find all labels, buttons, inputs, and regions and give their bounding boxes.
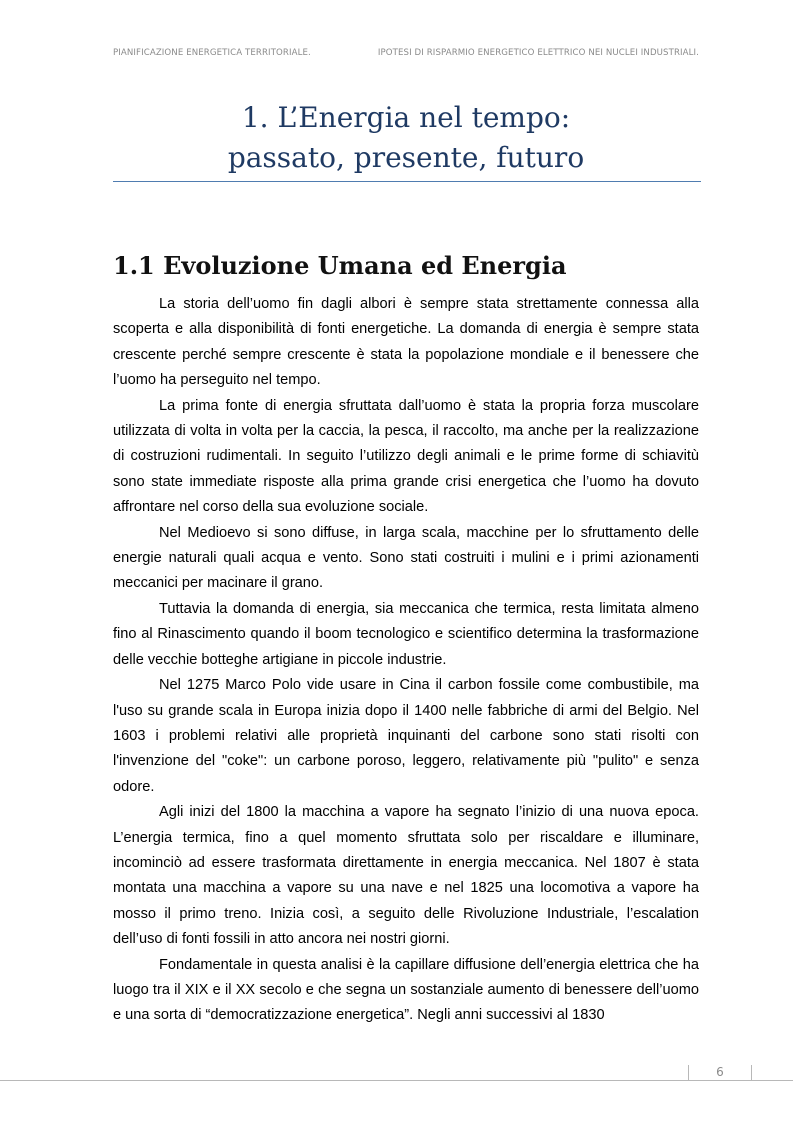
footer-rule-right (750, 1080, 793, 1081)
chapter-title-line-2: passato, presente, futuro (227, 141, 585, 174)
paragraph: Nel 1275 Marco Polo vide usare in Cina il carbon fossile come combustibile, ma l'uso su grande scala in Europa inizia dopo il 1400 nelle fabbriche di armi del Belgio. Nel 1603 i problemi relativi alle proprietà inquinanti del carbone sono stati risolti con l'invenzione del "coke": un carbone poroso, leggero, relativamente più "pulito" e senza odore. (113, 677, 699, 795)
running-header-right: IPOTESI DI RISPARMIO ENERGETICO ELETTRICO NEI NUCLEI INDUSTRIALI. (377, 48, 699, 58)
running-header (113, 48, 699, 58)
page-number: 6 (688, 1065, 752, 1081)
paragraph: Nel Medioevo si sono diffuse, in larga scala, macchine per lo sfruttamento delle energie naturali quali acqua e vento. Sono stati costruiti i mulini e i primi azionamenti meccanici per macinare il grano. (113, 524, 699, 592)
paragraph: La prima fonte di energia sfruttata dall’uomo è stata la propria forza muscolare utilizzata di volta in volta per la caccia, la pesca, il raccolto, ma anche per la realizzazione di costruzioni rudimentali. In seguito l’utilizzo degli animali e le prime forme di schiavitù sono state immediate risposte alla prima grande crisi energetica che l’uomo ha dovuto affrontare nel corso della sua evoluzione sociale. (113, 397, 699, 516)
footer-rule (0, 1080, 690, 1081)
body-text (113, 292, 699, 1029)
chapter-title-rule (113, 181, 701, 182)
chapter-title (113, 98, 699, 178)
paragraph: La storia dell’uomo fin dagli albori è sempre stata strettamente connessa alla scoperta e alla disponibilità di fonti energetiche. La domanda di energia è sempre stata crescente perché sempre crescente è stata la popolazione mondiale e il benessere che l’uomo ha perseguito nel tempo. (113, 296, 699, 389)
paragraph: Tuttavia la domanda di energia, sia meccanica che termica, resta limitata almeno fino al Rinascimento quando il boom tecnologico e scientifico determina la trasformazione delle vecchie botteghe artigiane in piccole industrie. (113, 600, 699, 668)
paragraph: Agli inizi del 1800 la macchina a vapore ha segnato l’inizio di una nuova epoca. L’energia termica, fino a quel momento sfruttata solo per riscaldare e illuminare, incominciò ad essere trasformata direttamente in energia meccanica. Nel 1807 è stata montata una macchina a vapore su una nave e nel 1825 una locomotiva a vapore ha mosso il primo treno. Inizia così, a seguito delle Rivoluzione Industriale, l’escalation dell’uso di fonti fossili in atto ancora nei nostri giorni. (113, 804, 699, 948)
chapter-title-line-1: 1. L’Energia nel tempo: (241, 101, 571, 134)
paragraph: Fondamentale in questa analisi è la capillare diffusione dell’energia elettrica che ha luogo tra il XIX e il XX secolo e che segna un sostanziale aumento di benessere dell’uomo e una sorta di “democratizzazione energetica”. Negli anni successivi al 1830 (113, 956, 699, 1024)
section-heading: 1.1 Evoluzione Umana ed Energia (113, 251, 567, 280)
running-header-left: PIANIFICAZIONE ENERGETICA TERRITORIALE. (113, 48, 311, 58)
